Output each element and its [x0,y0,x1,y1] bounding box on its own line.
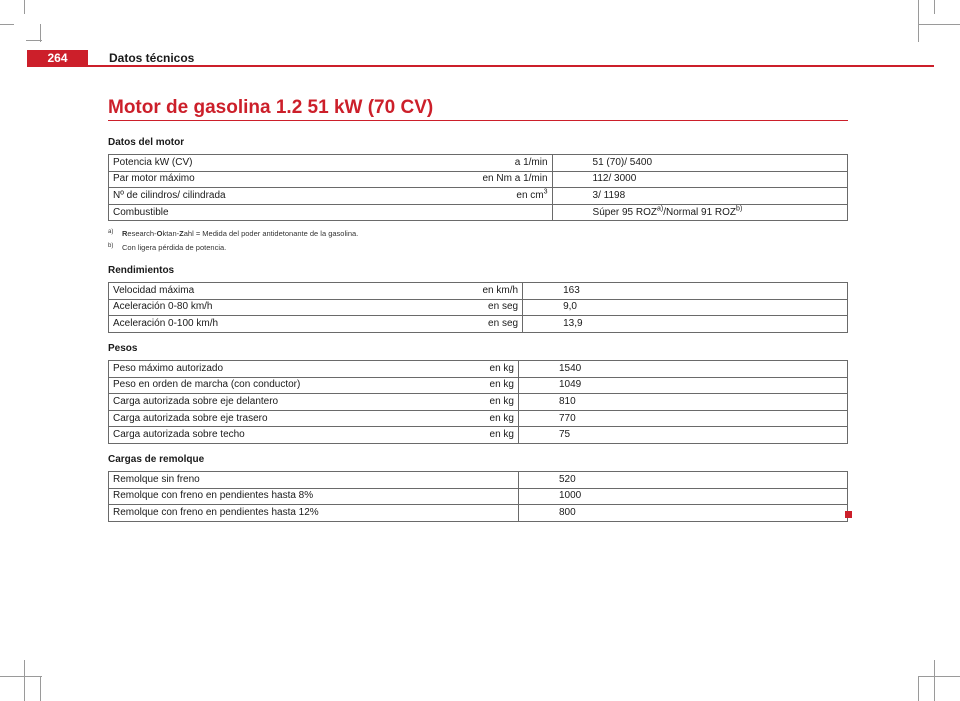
table-row [109,472,848,489]
weights-heading: Pesos [108,343,138,354]
crop-mark [0,24,14,25]
crop-mark [26,40,42,41]
table-row [109,171,848,188]
table-row [109,427,848,444]
row-label: Carga autorizada sobre eje delantero [109,394,479,411]
crop-mark [918,676,960,677]
table-row [109,299,848,316]
row-label: Carga autorizada sobre techo [109,427,479,444]
row-value: 520 [519,472,848,489]
row-unit [479,505,519,522]
crop-mark [40,676,41,701]
row-value: 1000 [519,488,848,505]
row-label: Remolque sin freno [109,472,479,489]
row-label: Remolque con freno en pendientes hasta 8% [109,488,479,505]
weights-table [108,360,848,444]
fuel-value-a: Súper 95 ROZ [592,206,658,218]
row-value: 112/ 3000 [552,171,847,188]
row-unit [479,488,519,505]
row-value: 800 [519,505,848,522]
row-value: 51 (70)/ 5400 [552,155,847,172]
row-value: 3/ 1198 [552,188,847,205]
table-row [109,394,848,411]
footnote-marker: b) [108,243,114,249]
row-label: Nº de cilindros/ cilindrada [109,188,479,205]
row-label: Peso máximo autorizado [109,361,479,378]
row-value: 1540 [519,361,848,378]
crop-mark [918,24,960,25]
footnote-part: esearch- [127,229,157,238]
footnote-part: ahl = Medida del poder antidetonante de la gasolina. [183,229,359,238]
row-label: Aceleración 0-100 km/h [109,316,479,333]
row-unit: a 1/min [479,155,553,172]
section-end-square-icon [845,511,852,518]
table-row [109,204,848,221]
row-unit: en kg [479,427,519,444]
row-unit: en kg [479,361,519,378]
table-row [109,188,848,205]
crop-mark [24,0,25,14]
footnote-text [122,228,358,240]
crop-mark [24,660,25,701]
bold-letter: O [156,229,163,238]
fuel-value-b: /Normal 91 ROZ [663,206,737,218]
table-row [109,505,848,522]
row-label: Combustible [109,204,479,221]
row-unit: en km/h [479,283,523,300]
row-label: Velocidad máxima [109,283,479,300]
table-row [109,377,848,394]
bold-letter: Z [179,229,184,238]
row-label: Aceleración 0-80 km/h [109,299,479,316]
row-unit: en kg [479,394,519,411]
row-value: 163 [523,283,848,300]
row-unit [479,472,519,489]
row-label: Carga autorizada sobre eje trasero [109,410,479,427]
row-unit [479,188,553,205]
performance-table [108,282,848,333]
row-value: 1049 [519,377,848,394]
crop-mark [934,0,935,14]
section-title: Datos técnicos [109,51,195,65]
trailer-heading: Cargas de remolque [108,454,205,465]
row-value: 75 [519,427,848,444]
page-number: 264 [47,51,68,65]
crop-mark [918,676,919,701]
page-number-box [27,50,88,66]
crop-mark [0,676,42,677]
row-value: 9,0 [523,299,848,316]
footnote-part: ktan- [162,229,180,238]
row-unit [479,204,553,221]
row-value: 810 [519,394,848,411]
table-row [109,283,848,300]
unit-base: en cm [516,189,544,201]
unit-superscript: 3 [543,188,548,196]
footnote-text: Con ligera pérdida de potencia. [122,243,227,252]
page-header [24,50,934,66]
row-label: Peso en orden de marcha (con conductor) [109,377,479,394]
engine-heading: Datos del motor [108,137,185,148]
footnote-marker: a) [108,229,114,235]
row-value: 13,9 [523,316,848,333]
footnote-ref-b: b) [736,205,743,213]
crop-mark [918,0,919,42]
row-unit: en kg [479,377,519,394]
bold-letter: R [122,229,128,238]
row-unit: en kg [479,410,519,427]
crop-mark [934,660,935,701]
trailer-table [108,471,848,522]
table-row [109,361,848,378]
table-row [109,316,848,333]
engine-table [108,154,848,221]
footnote-ref-a: a) [657,205,664,213]
row-unit: en Nm a 1/min [479,171,553,188]
row-label: Par motor máximo [109,171,479,188]
table-row [109,410,848,427]
row-value: 770 [519,410,848,427]
row-unit: en seg [479,316,523,333]
row-unit: en seg [479,299,523,316]
table-row [109,155,848,172]
title-rule [108,120,848,121]
table-row [109,488,848,505]
row-label: Remolque con freno en pendientes hasta 12% [109,505,479,522]
row-label: Potencia kW (CV) [109,155,479,172]
row-value [552,204,847,221]
performance-heading: Rendimientos [108,265,175,276]
page-title: Motor de gasolina 1.2 51 kW (70 CV) [108,97,434,118]
